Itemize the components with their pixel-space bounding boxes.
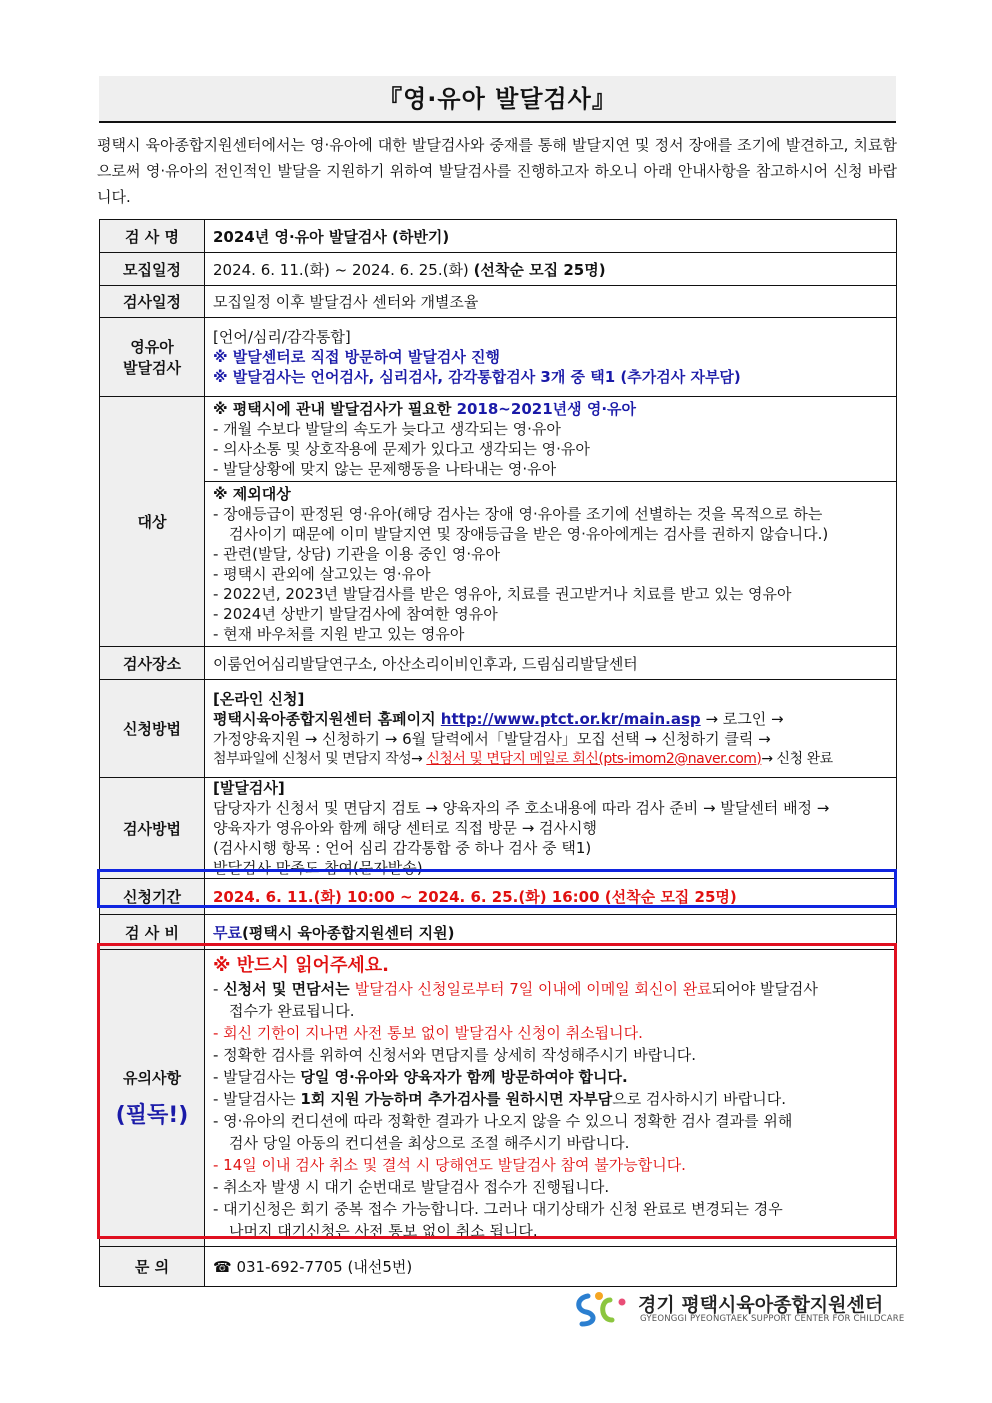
row-recruit	[100, 253, 897, 286]
label-period: 신청기간	[100, 879, 205, 915]
target-birth-years: 2018~2021년생 영·유아	[456, 400, 636, 418]
excluded-item: - 관련(발달, 상담) 기관을 이용 중인 영·유아	[213, 545, 501, 563]
apply-attach: 첨부파일에 신청서 및 면담지 작성→	[213, 750, 427, 767]
value-recruit	[205, 253, 897, 286]
apply-step-1	[213, 709, 888, 729]
method-survey: 발달검사 만족도 참여(문자발송)	[213, 859, 423, 877]
label-schedule: 검사일정	[100, 286, 205, 318]
label-recruit: 모집일정	[100, 253, 205, 286]
notice-5-c: 으로 검사하시기 바랍니다.	[612, 1090, 786, 1108]
label-apply: 신청방법	[100, 680, 205, 778]
notice-5-a: - 발달검사는	[213, 1090, 301, 1108]
fee-support: (평택시 육아종합지원센터 지원)	[241, 923, 455, 942]
target-item: - 개월 수보다 발달의 속도가 늦다고 생각되는 영·유아	[213, 420, 561, 438]
target-item: - 발달상황에 맞지 않는 문제행동을 나타내는 영·유아	[213, 460, 557, 478]
value-place: 이룸언어심리발달연구소, 아산소리이비인후과, 드림심리발달센터	[205, 647, 897, 680]
target-head-text: ※ 평택시에 관내 발달검사가 필요한	[213, 400, 457, 418]
notice-1-tail: 되어야 발달검사	[711, 980, 818, 998]
type-category: [언어/심리/감각통합]	[213, 328, 351, 346]
logo-korean-name: 경기 평택시육아종합지원센터	[638, 1294, 884, 1316]
notice-1-deadline: 발달검사 신청일로부터 7일 이내에 이메일 회신이 완료	[354, 980, 712, 998]
method-step: 담당자가 신청서 및 면담지 검토 → 양육자의 주 호소내용에 따라 검사 준비 → 발달센터 배정 →	[213, 799, 830, 817]
label-method: 검사방법	[100, 778, 205, 879]
label-notice-text: 유의사항	[123, 1069, 181, 1087]
label-contact: 문 의	[100, 1247, 205, 1287]
page-title: 『영·유아 발달검사』	[99, 76, 896, 123]
excluded-item-cont: 검사이기 때문에 이미 발달지연 및 장애등급을 받은 영·유아에게는 검사를 권하지 않습니다.)	[229, 525, 829, 543]
target-eligible	[205, 397, 896, 482]
row-target	[100, 397, 897, 647]
notice-item-6: - 영·유아의 컨디션에 따라 정확한 결과가 나오지 않을 수 있으니 정확한 검사 결과를 위해	[213, 1112, 793, 1130]
value-test-type	[205, 318, 897, 397]
apply-step-3	[213, 749, 888, 769]
apply-login: → 로그인 →	[700, 709, 784, 728]
excluded-item: - 장애등급이 판정된 영·유아(해당 검사는 장애 영·유아를 조기에 선별하는 것을 목적으로 하는	[213, 505, 823, 523]
recruit-note: (선착순 모집 25명)	[473, 260, 606, 279]
row-test-name	[100, 220, 897, 253]
value-target	[205, 397, 897, 647]
target-excluded	[205, 482, 896, 646]
must-read-badge: (필독!)	[115, 1103, 189, 1128]
method-step: 양육자가 영유아와 함께 해당 센터로 직접 방문 → 검사시행	[213, 819, 597, 837]
contact-number: 031-692-7705 (내선5번)	[236, 1258, 413, 1276]
center-logo	[570, 1288, 905, 1328]
label-test-type-line2: 발달검사	[123, 359, 181, 377]
apply-step-2: 가정양육지원 → 신청하기 → 6월 달력에서「발달검사」모집 선택 → 신청하기 클릭 →	[213, 729, 771, 748]
notice-4-a: - 발달검사는	[213, 1068, 301, 1086]
apply-homepage-label: 평택시육아종합지원센터 홈페이지	[213, 709, 441, 728]
label-test-type-line1: 영유아	[130, 338, 174, 356]
notice-5-b: 1회 지원 가능하며 추가검사를 원하시면 자부담	[300, 1090, 613, 1108]
excluded-item: - 평택시 관외에 살고있는 영·유아	[213, 565, 431, 583]
notice-item-1-cont: 접수가 완료됩니다.	[229, 1002, 355, 1020]
row-schedule	[100, 286, 897, 318]
method-items: (검사시행 항목 : 언어 심리 감각통합 중 하나 검사 중 택1)	[213, 839, 592, 857]
notice-item-9-cont: 나머지 대기신청은 사전 통보 없이 취소 됩니다.	[229, 1222, 538, 1240]
center-logo-icon	[570, 1288, 632, 1328]
notice-head: ※ 반드시 읽어주세요.	[213, 955, 389, 976]
apply-email-link[interactable]: 신청서 및 면담지 메일로 회신(pts-imom2@naver.com)	[426, 750, 762, 767]
target-head	[213, 399, 888, 419]
label-fee: 검 사 비	[100, 915, 205, 950]
label-target: 대상	[100, 397, 205, 647]
apply-head: [온라인 신청]	[213, 689, 305, 708]
value-contact	[205, 1247, 897, 1287]
value-period: 2024. 6. 11.(화) 10:00 ~ 2024. 6. 25.(화) 16:00 (선착순 모집 25명)	[205, 879, 897, 915]
row-apply	[100, 680, 897, 778]
excluded-item: - 2022년, 2023년 발달검사를 받은 영유아, 치료를 권고받거나 치료를 받고 있는 영유아	[213, 585, 792, 603]
excluded-item: - 현재 바우처를 지원 받고 있는 영유아	[213, 625, 465, 643]
notice-item-7: - 14일 이내 검사 취소 및 결석 시 당해연도 발달검사 참여 불가능합니다.	[213, 1156, 686, 1174]
excluded-head: ※ 제외대상	[213, 485, 291, 503]
target-item: - 의사소통 및 상호작용에 문제가 있다고 생각되는 영·유아	[213, 440, 590, 458]
label-place: 검사장소	[100, 647, 205, 680]
label-test-type	[100, 318, 205, 397]
notice-item-2: - 회신 기한이 지나면 사전 통보 없이 발달검사 신청이 취소됩니다.	[213, 1024, 643, 1042]
notice-item-3: - 정확한 검사를 위하여 신청서와 면담지를 상세히 작성해주시기 바랍니다.	[213, 1046, 697, 1064]
recruit-dates: 2024. 6. 11.(화) ~ 2024. 6. 25.(화)	[213, 260, 469, 279]
notice-item-8: - 취소자 발생 시 대기 순번대로 발달검사 접수가 진행됩니다.	[213, 1178, 610, 1196]
logo-english-name: GYEONGGI PYEONGTAEK SUPPORT CENTER FOR CHILDCARE	[640, 1314, 905, 1324]
row-test-type	[100, 318, 897, 397]
value-method	[205, 778, 897, 879]
dash: -	[213, 980, 224, 998]
value-test-name: 2024년 영·유아 발달검사 (하반기)	[205, 220, 897, 253]
notice-highlight-box	[97, 943, 897, 1239]
notice-1-subject: 신청서 및 면담서는	[223, 980, 355, 998]
homepage-link[interactable]: http://www.ptct.or.kr/main.asp	[440, 709, 701, 728]
period-highlight-box	[97, 869, 897, 908]
row-method	[100, 778, 897, 879]
method-head: [발달검사]	[213, 779, 285, 797]
intro-paragraph: 평택시 육아종합지원센터에서는 영·유아에 대한 발달검사와 중재를 통해 발달지연 및 정서 장애를 조기에 발견하고, 치료함으로써 영·유아의 전인적인 발달을 지원하기 위하여 발달검사를 진행하고자 하오니 아래 안내사항을 참고하시어 신청 바랍니다.	[97, 136, 897, 206]
value-schedule: 모집일정 이후 발달검사 센터와 개별조율	[205, 286, 897, 318]
type-notice-choice: ※ 발달검사는 언어검사, 심리검사, 감각통합검사 3개 중 택1 (추가검사 자부담)	[213, 368, 741, 386]
notice-item-6-cont: 검사 당일 아동의 컨디션을 최상으로 조절 해주시기 바랍니다.	[229, 1134, 630, 1152]
excluded-item: - 2024년 상반기 발달검사에 참여한 영유아	[213, 605, 498, 623]
fee-free: 무료	[213, 923, 242, 942]
notice-item-9: - 대기신청은 회기 중복 접수 가능합니다. 그러나 대기상태가 신청 완료로 변경되는 경우	[213, 1200, 783, 1218]
row-place	[100, 647, 897, 680]
value-apply	[205, 680, 897, 778]
phone-icon: ☎	[213, 1258, 232, 1276]
type-notice-visit: ※ 발달센터로 직접 방문하여 발달검사 진행	[213, 348, 501, 366]
row-contact	[100, 1247, 897, 1287]
label-test-name: 검 사 명	[100, 220, 205, 253]
notice-4-b: 당일 영·유아와 양육자가 함께 방문하여야 합니다.	[300, 1068, 628, 1086]
apply-complete: → 신청 완료	[761, 750, 833, 767]
